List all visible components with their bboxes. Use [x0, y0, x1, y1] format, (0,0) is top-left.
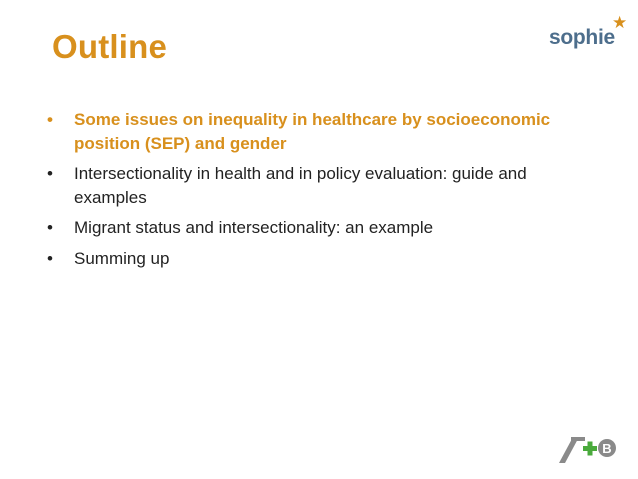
bullet-item — [45, 108, 600, 155]
logo-bar-shape — [571, 437, 585, 441]
slide-title: Outline — [52, 28, 168, 65]
plus-icon-v — [588, 442, 593, 456]
bullet-text: Migrant status and intersectionality: an example — [74, 218, 434, 237]
bullet-text: Some issues on inequality in healthcare by socioeconomic position (SEP) and gender — [74, 110, 551, 153]
aplusb-logo — [557, 433, 617, 465]
bullet-dot: • — [47, 218, 53, 237]
bullet-item — [45, 216, 600, 240]
bullet-dot: • — [47, 110, 53, 129]
bullet-dot: • — [47, 164, 53, 183]
bullet-item — [45, 162, 600, 209]
sophie-logo-text: sophie — [549, 26, 615, 49]
bullet-dot: • — [47, 248, 53, 268]
bullet-text: Intersectionality in health and in policy evaluation: guide and examples — [74, 164, 527, 207]
bullet-list — [45, 108, 600, 277]
logo-letter: B — [602, 441, 612, 456]
sophie-logo — [549, 14, 629, 54]
bullet-item — [45, 247, 600, 271]
star-icon: ★ — [612, 13, 628, 32]
bullet-text: Summing up — [74, 248, 170, 268]
